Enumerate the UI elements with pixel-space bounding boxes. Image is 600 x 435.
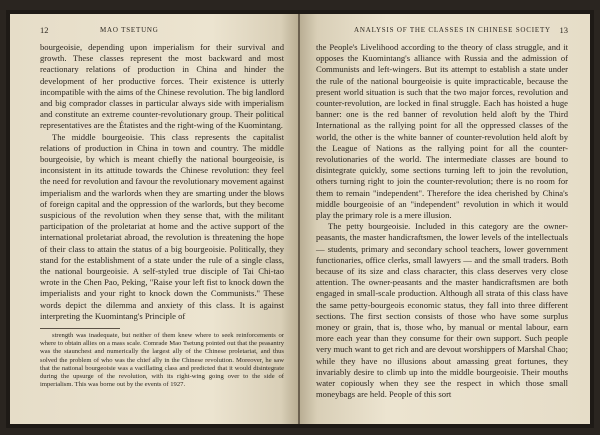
right-body-text — [316, 42, 568, 401]
left-page-number: 12 — [40, 25, 49, 35]
right-page-number: 13 — [559, 25, 568, 35]
right-running-head: ANALYSIS OF THE CLASSES IN CHINESE SOCIETY — [354, 26, 551, 34]
left-running-head: MAO TSETUNG — [100, 26, 159, 34]
open-book — [6, 10, 594, 428]
left-footnote: strength was inadequate, but neither of them knew where to seek reinforcements or where to obtain allies on a mass scale. Comrade Mao Tsetung pointed out that the peasantry was the staunchest and numerically the largest ally of the Chinese proletariat, and thus solved the problem of who was the chief ally in the Chinese revolution. Moreover, he saw that the national bourgeoisie was a vacillating class and predicted that it would disintegrate during the upsurge of the revolution, with its right-wing going over to the side of imperialism. This was borne out by the events of 1927. — [40, 332, 284, 389]
footnote-rule — [40, 328, 120, 329]
right-paragraph-1: the People's Livelihood according to the theory of class struggle, and it opposes the Kuomintang's alliance with Russia and the admission of Communists and left-wingers. But its attempt to establish a state under the rule of the national bourgeoisie is quite impracticable, because the present world situation is such that the two major forces, revolution and counter-revolution, are locked in final struggle. Each has hoisted a huge banner: one is the red banner of revolution held aloft by the Third International as the rallying point for all the oppressed classes of the world, the other is the white banner of counter-revolution held aloft by the League of Nations as the rallying point for all the counter-revolutionaries of the world. The intermediate classes are bound to disintegrate quickly, some sections turning left to join the revolution, others turning right to join the counter-revolution; there is no room for them to remain "independent". Therefore the idea cherished by China's middle bourgeoisie of an "independent" revolution in which it would play the primary role is a mere illusion. — [316, 42, 568, 221]
left-body-text — [40, 42, 284, 390]
left-paragraph-1: bourgeoisie, depending upon imperialism for their survival and growth. These classes represent the most backward and most reactionary relations of production in China and hinder the development of her productive forces. Their existence is utterly incompatible with the aims of the Chinese revolution. The big landlord and big comprador classes in particular always side with imperialism and constitute an extreme counter-revolutionary group. Their political representatives are the Étatistes and the right-wing of the Kuomintang. — [40, 42, 284, 131]
right-page — [300, 14, 590, 424]
left-paragraph-2: The middle bourgeoisie. This class represents the capitalist relations of production in China in town and country. The middle bourgeoisie, by which is meant chiefly the national bourgeoisie, is inconsistent in its attitude towards the Chinese revolution: they feel the need for revolution and favour the revolutionary movement against imperialism and the warlords when they are smarting under the blows of foreign capital and the oppression of the warlords, but they become suspicious of the revolution when they sense that, with the militant participation of the proletariat at home and the active support of the international proletariat abroad, the revolution is threatening the hope of their class to attain the status of a big bourgeoisie. Politically, they stand for the establishment of a state under the rule of a single class, the national bourgeoisie. A self-styled true disciple of Tai Chi-tao wrote in the Chen Pao, Peking, "Raise your left fist to knock down the imperialists and your right to knock down the Communists." These words depict the dilemma and anxiety of this class. It is against interpreting the Kuomintang's Principle of — [40, 131, 284, 321]
right-paragraph-2: The petty bourgeoisie. Included in this category are the owner-peasants, the master handicraftsmen, the lower levels of the intellectuals — students, primary and secondary school teachers, lower government functionaries, office clerks, small lawyers — and the small traders. Both because of its size and class character, this class deserves very close attention. The owner-peasants and the master handicraftsmen are both engaged in small-scale production. Although all strata of this class have the same petty-bourgeois economic status, they fall into three different sections. The first section consists of those who have some surplus money or grain, that is, those who, by manual or mental labour, earn more each year than they consume for their own support. Such people very much want to get rich and are devout worshippers of Marshal Chao; while they have no illusions about amassing great fortunes, they invariably desire to climb up into the middle bourgeoisie. Their mouths water copiously when they see the respect in which those small moneybags are held. People of this sort — [316, 221, 568, 400]
left-page — [10, 14, 298, 424]
